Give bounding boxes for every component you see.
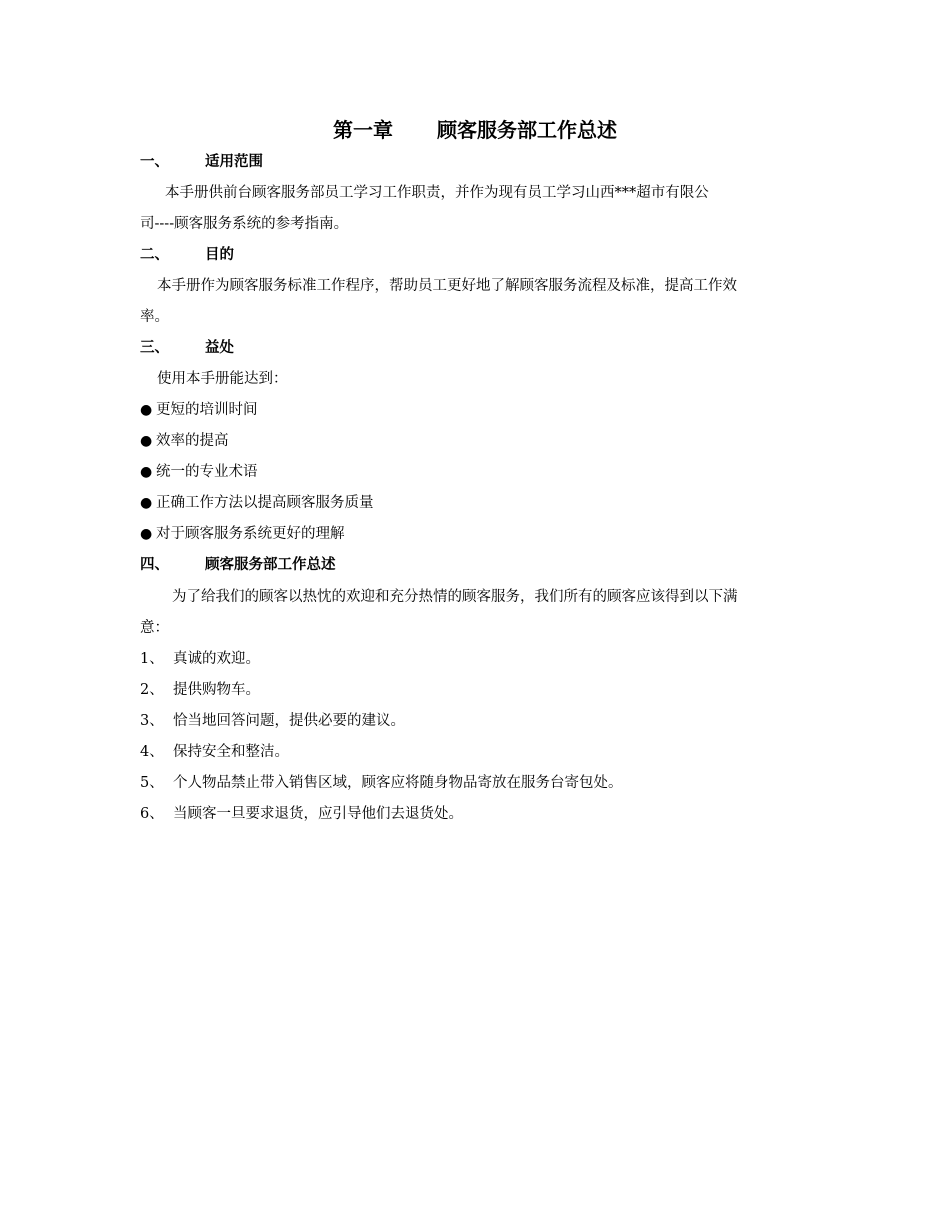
bullet-item: ● 对于顾客服务系统更好的理解 (140, 523, 345, 545)
section-heading-3 (140, 337, 234, 359)
bullet-item: ● 效率的提高 (140, 430, 229, 452)
bullet-dot-icon: ● (140, 495, 153, 511)
section-heading-1 (140, 151, 263, 173)
section-number: 二、 (140, 247, 169, 263)
list-item: 6、 当顾客一旦要求退货，应引导他们去退货处。 (140, 806, 463, 822)
section-title: 目的 (205, 247, 234, 263)
section-number: 三、 (140, 340, 169, 356)
section-number: 四、 (140, 557, 169, 573)
list-item: 3、 恰当地回答问题，提供必要的建议。 (140, 713, 405, 729)
list-item: 4、 保持安全和整洁。 (140, 744, 289, 760)
chapter-title (0, 116, 950, 144)
paragraph-line: 意： (140, 620, 169, 636)
section-title: 益处 (205, 340, 234, 356)
bullet-dot-icon: ● (140, 526, 153, 542)
section-heading-4 (140, 554, 336, 576)
bullet-item: ● 更短的培训时间 (140, 399, 258, 421)
paragraph-line: 为了给我们的顾客以热忱的欢迎和充分热情的顾客服务，我们所有的顾客应该得到以下满 (172, 589, 738, 605)
paragraph-line: 司----顾客服务系统的参考指南。 (140, 216, 349, 232)
bullet-dot-icon: ● (140, 433, 153, 449)
bullet-item: ● 统一的专业术语 (140, 461, 258, 483)
list-item: 2、 提供购物车。 (140, 682, 260, 698)
section-heading-2 (140, 244, 234, 266)
chapter-heading: 顾客服务部工作总述 (437, 118, 617, 142)
bullet-item: ● 正确工作方法以提高顾客服务质量 (140, 492, 374, 514)
paragraph-line: 率。 (140, 309, 169, 325)
paragraph-line: 本手册供前台顾客服务部员工学习工作职责，并作为现有员工学习山西***超市有限公 (165, 185, 709, 201)
section-number: 一、 (140, 154, 169, 170)
paragraph-line: 使用本手册能达到： (157, 371, 288, 387)
paragraph-line: 本手册作为顾客服务标准工作程序，帮助员工更好地了解顾客服务流程及标准，提高工作效 (157, 278, 737, 294)
list-item: 5、 个人物品禁止带入销售区域，顾客应将随身物品寄放在服务台寄包处。 (140, 775, 623, 791)
chapter-label: 第一章 (333, 118, 393, 142)
list-item: 1、 真诚的欢迎。 (140, 651, 260, 667)
bullet-dot-icon: ● (140, 402, 153, 418)
section-title: 适用范围 (205, 154, 263, 170)
bullet-dot-icon: ● (140, 464, 153, 480)
section-title: 顾客服务部工作总述 (205, 557, 336, 573)
